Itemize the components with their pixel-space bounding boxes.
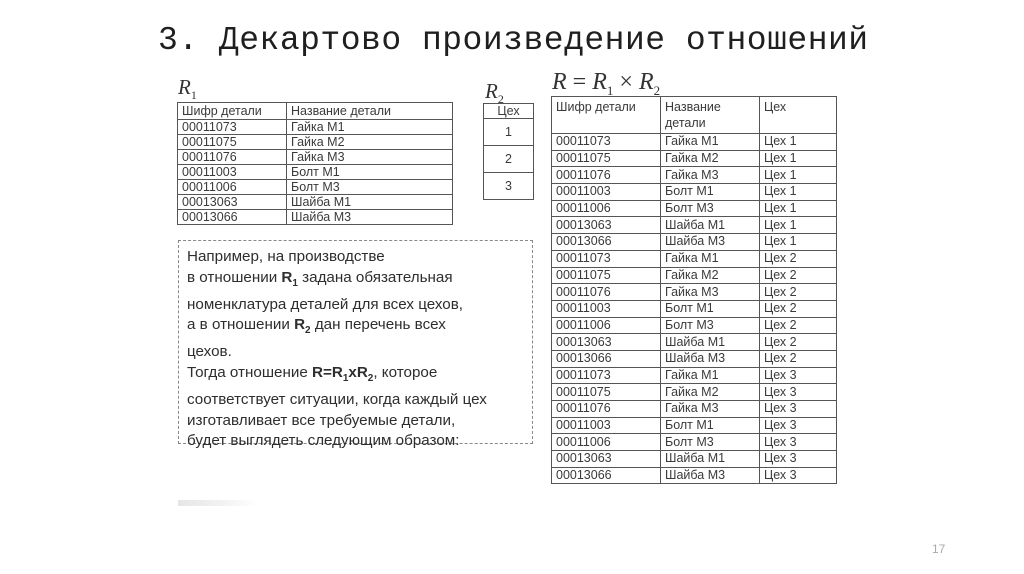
table-row (484, 119, 534, 146)
table-cell: Цех 2 (760, 300, 837, 317)
example-note (178, 240, 533, 450)
table-cell: Цех 2 (760, 250, 837, 267)
column-header: Шифр детали (178, 103, 287, 120)
column-header: Цех (484, 104, 534, 119)
table-cell: 00011073 (178, 120, 287, 135)
table-cell: Шайба М1 (661, 451, 760, 468)
table-row (178, 120, 453, 135)
table-cell: Болт М3 (661, 434, 760, 451)
table-cell: Цех 1 (760, 184, 837, 201)
table-header-row (178, 103, 453, 120)
column-header: Шифр детали (552, 97, 661, 134)
table-cell: Гайка М3 (661, 401, 760, 418)
table-cell: Шайба М3 (287, 210, 453, 225)
table-cell: 00011073 (552, 250, 661, 267)
table-cell: 00013063 (552, 451, 661, 468)
table-cell: Шайба М1 (661, 334, 760, 351)
table-cell: 00011073 (552, 134, 661, 151)
table-cell: 00013063 (552, 217, 661, 234)
table-cell: 00011075 (552, 267, 661, 284)
table-cell: 00011076 (552, 167, 661, 184)
table-cell: 3 (484, 173, 534, 200)
table-cell: 00013066 (552, 467, 661, 484)
note-line: изготавливает все требуемые детали, (187, 411, 456, 429)
table-row (484, 146, 534, 173)
table-row (178, 195, 453, 210)
table-cell: Гайка М1 (661, 367, 760, 384)
table-cell: 00013066 (552, 350, 661, 367)
table-cell: Гайка М3 (287, 150, 453, 165)
table-row (552, 451, 837, 468)
table-cell: Болт М1 (661, 184, 760, 201)
table-row (552, 250, 837, 267)
table-cell: Гайка М3 (661, 167, 760, 184)
table-row (552, 234, 837, 251)
page-number: 17 (932, 542, 946, 556)
table-row (552, 284, 837, 301)
table-cell: Шайба М3 (661, 234, 760, 251)
table-header-row (484, 104, 534, 119)
table-cell: Цех 2 (760, 267, 837, 284)
table-cell: Цех 2 (760, 350, 837, 367)
table-cell: Цех 1 (760, 134, 837, 151)
table-row (178, 150, 453, 165)
table-row (552, 134, 837, 151)
table-row (552, 267, 837, 284)
note-line: цехов. (187, 343, 232, 361)
table-cell: Цех 1 (760, 150, 837, 167)
r1-label: $R_1$ (178, 75, 197, 103)
table-cell: Цех 1 (760, 200, 837, 217)
table-cell: 00011073 (552, 367, 661, 384)
table-cell: Болт М1 (661, 300, 760, 317)
slide-title: 3. Декартово произведение отношений (158, 22, 869, 59)
note-line: а в отношении $R_2$ дан перечень всех (187, 316, 446, 337)
table-cell: 00011003 (552, 417, 661, 434)
note-line: номенклатура деталей для всех цехов, (187, 295, 463, 313)
r1-table (177, 102, 453, 225)
table-row (178, 165, 453, 180)
table-cell: Шайба М3 (661, 350, 760, 367)
table-row (552, 417, 837, 434)
table-cell: 00011076 (178, 150, 287, 165)
note-line: будет выглядеть следующим образом: (187, 432, 460, 450)
table-cell: Цех 1 (760, 167, 837, 184)
table-row (552, 200, 837, 217)
table-cell: Гайка М1 (661, 250, 760, 267)
table-cell: Гайка М2 (661, 384, 760, 401)
table-row (552, 317, 837, 334)
column-header: Название детали (661, 97, 760, 134)
r2-table (483, 103, 534, 200)
table-cell: Болт М3 (287, 180, 453, 195)
table-cell: Болт М3 (661, 200, 760, 217)
table-cell: 00013066 (552, 234, 661, 251)
table-cell: Цех 3 (760, 417, 837, 434)
table-cell: Шайба М3 (661, 467, 760, 484)
note-line: соответствует ситуации, когда каждый цех (187, 390, 487, 408)
table-cell: Цех 3 (760, 451, 837, 468)
table-cell: Шайба М1 (661, 217, 760, 234)
table-cell: Болт М1 (661, 417, 760, 434)
table-cell: 00011075 (178, 135, 287, 150)
table-cell: Цех 3 (760, 384, 837, 401)
table-cell: Цех 2 (760, 334, 837, 351)
note-line: Например, на производстве (187, 248, 385, 265)
table-cell: Гайка М1 (287, 120, 453, 135)
table-cell: 00011006 (552, 434, 661, 451)
table-row (552, 300, 837, 317)
note-line: Тогда отношение $R=R_1xR_2$, которое (187, 364, 438, 385)
table-cell: 1 (484, 119, 534, 146)
cartesian-formula: $R = R_1 \times R_2$ (552, 69, 661, 98)
table-cell: 00011076 (552, 284, 661, 301)
table-row (552, 401, 837, 418)
table-cell: 00011006 (178, 180, 287, 195)
table-row (552, 184, 837, 201)
table-cell: Цех 1 (760, 217, 837, 234)
note-line: в отношении $R_1$ задана обязательная (187, 268, 453, 289)
table-row (484, 173, 534, 200)
table-cell: 00011003 (552, 184, 661, 201)
table-cell: 00011006 (552, 317, 661, 334)
table-cell: Гайка М2 (661, 267, 760, 284)
table-cell: Цех 2 (760, 317, 837, 334)
table-cell: Цех 3 (760, 401, 837, 418)
table-cell: Шайба М1 (287, 195, 453, 210)
table-row (552, 167, 837, 184)
table-cell: Гайка М1 (661, 134, 760, 151)
column-header: Цех (760, 97, 837, 134)
table-cell: Гайка М2 (287, 135, 453, 150)
result-table (551, 96, 837, 484)
table-row (178, 180, 453, 195)
table-header-row (552, 97, 837, 134)
table-cell: Болт М1 (287, 165, 453, 180)
table-row (178, 135, 453, 150)
table-cell: 00011076 (552, 401, 661, 418)
table-row (552, 367, 837, 384)
table-row (552, 467, 837, 484)
table-cell: Цех 3 (760, 434, 837, 451)
table-cell: 00013063 (178, 195, 287, 210)
table-cell: Цех 1 (760, 234, 837, 251)
table-row (552, 350, 837, 367)
table-cell: Гайка М2 (661, 150, 760, 167)
table-cell: Цех 3 (760, 367, 837, 384)
table-cell: 00011075 (552, 150, 661, 167)
table-cell: Цех 3 (760, 467, 837, 484)
column-header: Название детали (287, 103, 453, 120)
table-cell: Болт М3 (661, 317, 760, 334)
decorative-strip (178, 500, 258, 506)
table-cell: Гайка М3 (661, 284, 760, 301)
table-row (552, 384, 837, 401)
r2-label: $R_2$ (485, 79, 504, 107)
table-row (552, 217, 837, 234)
table-cell: 00013063 (552, 334, 661, 351)
table-cell: 2 (484, 146, 534, 173)
table-cell: 00011006 (552, 200, 661, 217)
table-cell: 00011003 (178, 165, 287, 180)
table-cell: 00013066 (178, 210, 287, 225)
table-cell: 00011003 (552, 300, 661, 317)
table-cell: 00011075 (552, 384, 661, 401)
table-row (552, 150, 837, 167)
table-cell: Цех 2 (760, 284, 837, 301)
table-row (552, 334, 837, 351)
table-row (552, 434, 837, 451)
table-row (178, 210, 453, 225)
